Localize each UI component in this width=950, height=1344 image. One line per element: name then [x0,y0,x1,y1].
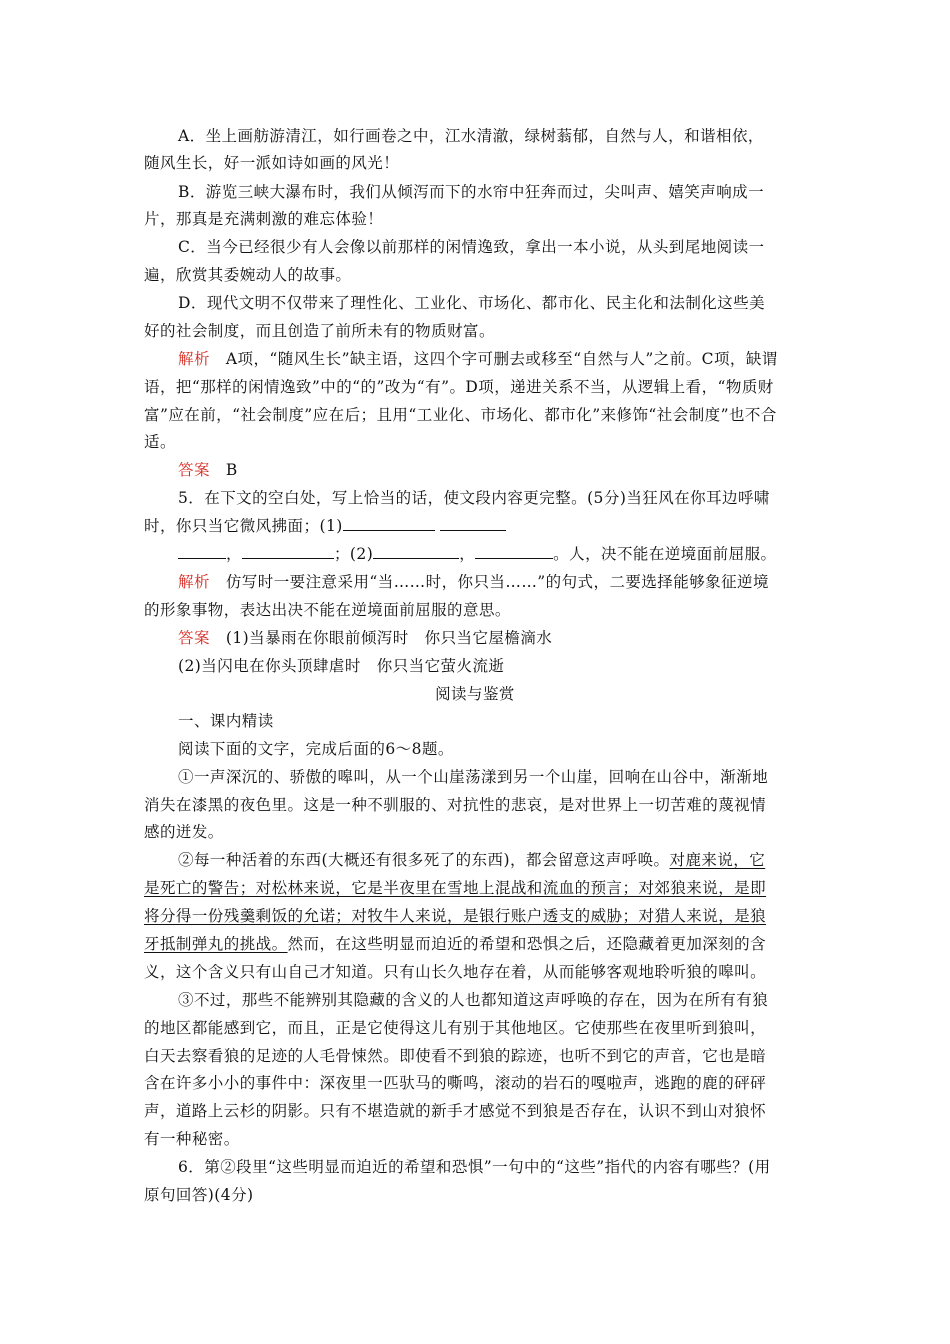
q4-analysis-line-1 [178,349,778,369]
blank-number: (2) [349,545,374,563]
analysis-label: 解析 [178,573,210,591]
para2-underlined-text: 牙抵制弹丸的挑战。 [144,935,288,953]
para2-underlined-text: 对鹿来说，它 [669,851,766,869]
q5-answer-line-1 [178,628,552,648]
analysis-text: A项，“随风生长”缺主语，这四个字可删去或移至“自然与人”之前。C项，缺谓 [225,350,778,368]
answer-blank [475,544,553,559]
option-c-line-1: C．当今已经很少有人会像以前那样的闲情逸致，拿出一本小说，从头到尾地阅读一 [178,238,765,256]
answer-blank [178,544,226,559]
q5-line-2 [144,516,506,536]
para3-line-1: ③不过，那些不能辨别其隐藏的含义的人也都知道这声呼唤的存在，因为在所有有狼 [178,991,769,1009]
reading-instruction: 阅读下面的文字，完成后面的6～8题。 [178,740,454,758]
analysis-text: 仿写时一要注意采用“当……时，你只当……”的句式，二要选择能够象征逆境 [225,573,769,591]
para1-line-1: ①一声深沉的、骄傲的嗥叫，从一个山崖荡漾到另一个山崖，回响在山谷中，渐渐地 [178,768,769,786]
option-a-line-1: A．坐上画舫游清江，如行画卷之中，江水清澈，绿树蓊郁，自然与人，和谐相依， [178,127,764,145]
answer-label: 答案 [178,461,210,479]
punctuation: ， [226,545,242,563]
q5-answer-line-2: (2)当闪电在你头顶肆虐时 你只当它萤火流逝 [178,657,505,675]
para2-text: 然而，在这些明显而迫近的希望和恐惧之后，还隐藏着更加深刻的含 [287,935,767,953]
para2-line-2: 是死亡的警告；对松林来说，它是半夜里在雪地上混战和流血的预言；对郊狼来说，是即 [144,879,767,897]
para2-text: ②每一种活着的东西(大概还有很多死了的东西)，都会留意这声呼唤。 [178,851,670,869]
punctuation: ， [459,545,476,563]
q6-line-2: 原句回答)(4分) [144,1186,254,1204]
option-b-line-1: B．游览三峡大瀑布时，我们从倾泻而下的水帘中狂奔而过，尖叫声、嬉笑声响成一 [178,183,765,201]
answer-blank [343,516,435,531]
option-c-line-2: 遍，欣赏其委婉动人的故事。 [144,266,352,284]
q4-answer [178,460,238,480]
para2-line-4 [144,934,766,954]
answer-label: 答案 [178,629,210,647]
para2-line-3: 将分得一份残羹剩饭的允诺；对牧牛人来说，是银行账户透支的威胁；对猎人来说，是狼 [144,907,767,925]
option-a-line-2: 随风生长，好一派如诗如画的风光！ [144,154,400,172]
q5-prompt: 时，你只当它微风拂面；(1) [144,517,343,535]
para1-line-2: 消失在漆黑的夜色里。这是一种不驯服的、对抗性的悲哀，是对世界上一切苦难的蔑视情 [144,796,767,814]
q6-line-1: 6．第②段里“这些明显而迫近的希望和恐惧”一句中的“这些”指代的内容有哪些？(用 [178,1158,771,1176]
para3-line-4: 含在许多小小的事件中：深夜里一匹驮马的嘶鸣，滚动的岩石的嘎啦声，逃跑的鹿的砰砰 [144,1074,767,1092]
option-d-line-2: 好的社会制度，而且创造了前所未有的物质财富。 [144,322,495,340]
para3-line-2: 的地区都能感到它，而且，正是它使得这儿有别于其他地区。它使那些在夜里听到狼叫， [144,1019,767,1037]
para3-line-3: 白天去察看狼的足迹的人毛骨悚然。即使看不到狼的踪迹，也听不到它的声音，它也是暗 [144,1047,767,1065]
option-d-line-1: D．现代文明不仅带来了理性化、工业化、市场化、都市化、民主化和法制化这些美 [178,294,766,312]
para3-line-6: 有一种秘密。 [144,1130,240,1148]
para3-line-5: 声，道路上云杉的阴影。只有不堪造就的新手才感觉不到狼是否存在，认识不到山对狼怀 [144,1102,767,1120]
q5-analysis-line-1 [178,572,769,592]
q5-tail: 。人，决不能在逆境面前屈服。 [553,545,777,563]
para1-line-3: 感的迸发。 [144,823,224,841]
punctuation: ； [333,545,350,563]
q4-analysis-line-2: 语，把“那样的闲情逸致”中的“的”改为“有”。D项，递进关系不当，从逻辑上看，“物质财 [144,378,774,396]
q5-analysis-line-2: 的形象事物，表达出决不能在逆境面前屈服的意思。 [144,601,511,619]
answer-blank [373,544,459,559]
q4-analysis-line-4: 适。 [144,433,176,451]
answer-blank [242,544,334,559]
q5-line-3 [178,544,776,564]
q5-line-1: 5．在下文的空白处，写上恰当的话，使文段内容更完整。(5分)当狂风在你耳边呼啸 [178,489,770,507]
para2-line-1 [178,850,765,870]
answer-text: (1)当暴雨在你眼前倾泻时 你只当它屋檐滴水 [225,629,553,647]
para2-line-5: 义，这个含义只有山自己才知道。只有山长久地存在着，从而能够客观地聆听狼的嗥叫。 [144,963,767,981]
answer-value: B [225,461,238,479]
q4-analysis-line-3: 富”应在前，“社会制度”应在后；且用“工业化、市场化、都市化”来修饰“社会制度”也不合 [144,406,777,424]
analysis-label: 解析 [178,350,210,368]
answer-blank [440,516,506,531]
option-b-line-2: 片，那真是充满刺激的难忘体验！ [144,210,384,228]
section-title: 阅读与鉴赏 [435,685,515,703]
subsection-title: 一、课内精读 [178,712,274,730]
